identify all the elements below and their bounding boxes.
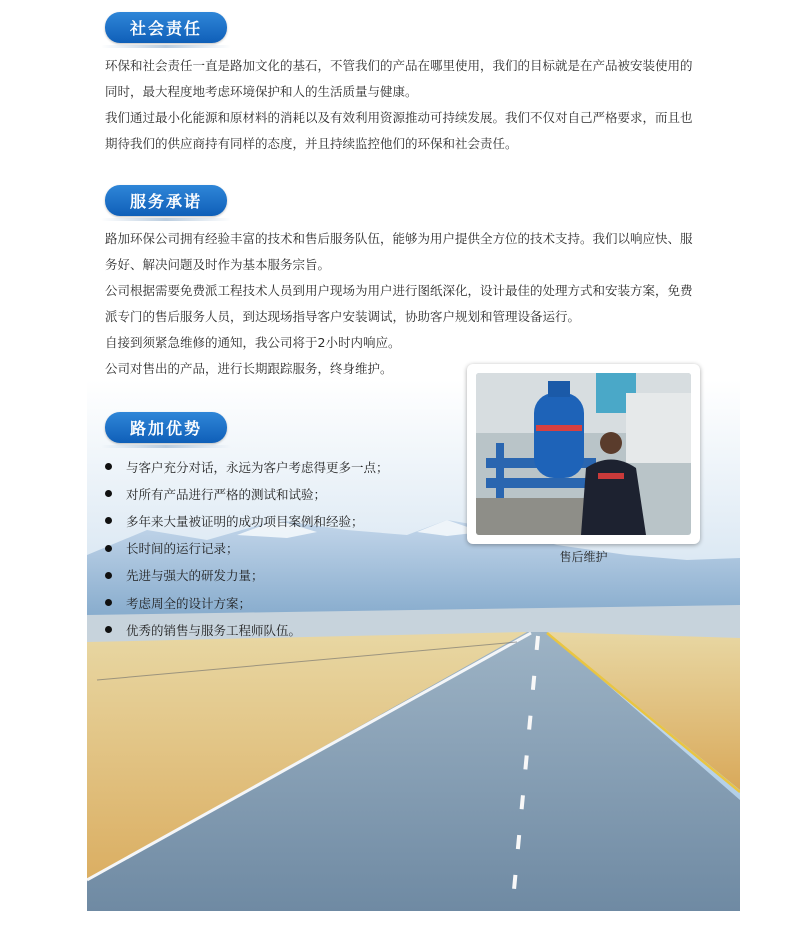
paragraph-line: 公司对售出的产品，进行长期跟踪服务，终身维护。	[105, 361, 393, 376]
bullet-dot-icon	[105, 626, 112, 633]
paragraph-line: 同时，最大程度地考虑环境保护和人的生活质量与健康。	[105, 84, 418, 99]
paragraph-line: 路加环保公司拥有经验丰富的技术和售后服务队伍，能够为用户提供全方位的技术支持。我们以响应快、服	[105, 231, 693, 246]
paragraph-line: 我们通过最小化能源和原材料的消耗以及有效利用资源推动可持续发展。我们不仅对自己严格要求，而且也	[105, 110, 693, 125]
service-promise-text	[105, 226, 725, 382]
maintenance-photo-frame	[467, 364, 700, 544]
bullet-dot-icon	[105, 545, 112, 552]
section-title-advantages: 路加优势	[105, 412, 227, 443]
list-item-text: 多年来大量被证明的成功项目案例和经验；	[126, 513, 364, 529]
list-item	[105, 480, 445, 507]
paragraph-line: 务好、解决问题及时作为基本服务宗旨。	[105, 257, 331, 272]
list-item-text: 考虑周全的设计方案；	[126, 595, 252, 611]
list-item	[105, 562, 445, 589]
paragraph-line: 自接到须紧急维修的通知，我公司将于2小时内响应。	[105, 335, 401, 350]
bullet-dot-icon	[105, 463, 112, 470]
photo-caption: 售后维护	[559, 550, 608, 564]
list-item	[105, 535, 445, 562]
list-item	[105, 589, 445, 616]
list-item-text: 先进与强大的研发力量；	[126, 568, 264, 584]
bullet-dot-icon	[105, 517, 112, 524]
advantages-list	[105, 453, 445, 643]
paragraph-line: 公司根据需要免费派工程技术人员到用户现场为用户进行图纸深化，设计最佳的处理方式和安装方案，免费	[105, 283, 693, 298]
list-item-text: 对所有产品进行严格的测试和试验；	[126, 486, 327, 502]
bullet-dot-icon	[105, 599, 112, 606]
list-item-text: 优秀的销售与服务工程师队伍。	[126, 622, 302, 638]
bullet-dot-icon	[105, 490, 112, 497]
paragraph-line: 期待我们的供应商持有同样的态度，并且持续监控他们的环保和社会责任。	[105, 136, 518, 151]
bullet-dot-icon	[105, 572, 112, 579]
list-item-text: 与客户充分对话，永远为客户考虑得更多一点；	[126, 459, 389, 475]
paragraph-line: 派专门的售后服务人员，到达现场指导客户安装调试，协助客户规划和管理设备运行。	[105, 309, 581, 324]
list-item	[105, 616, 445, 643]
paragraph-line: 环保和社会责任一直是路加文化的基石，不管我们的产品在哪里使用，我们的目标就是在产品被安装使用的	[105, 58, 693, 73]
list-item-text: 长时间的运行记录；	[126, 541, 239, 557]
social-responsibility-text	[105, 53, 725, 157]
list-item	[105, 507, 445, 534]
list-item	[105, 453, 445, 480]
maintenance-photo	[476, 373, 691, 535]
section-title-service-promise: 服务承诺	[105, 185, 227, 216]
section-title-social-responsibility: 社会责任	[105, 12, 227, 43]
